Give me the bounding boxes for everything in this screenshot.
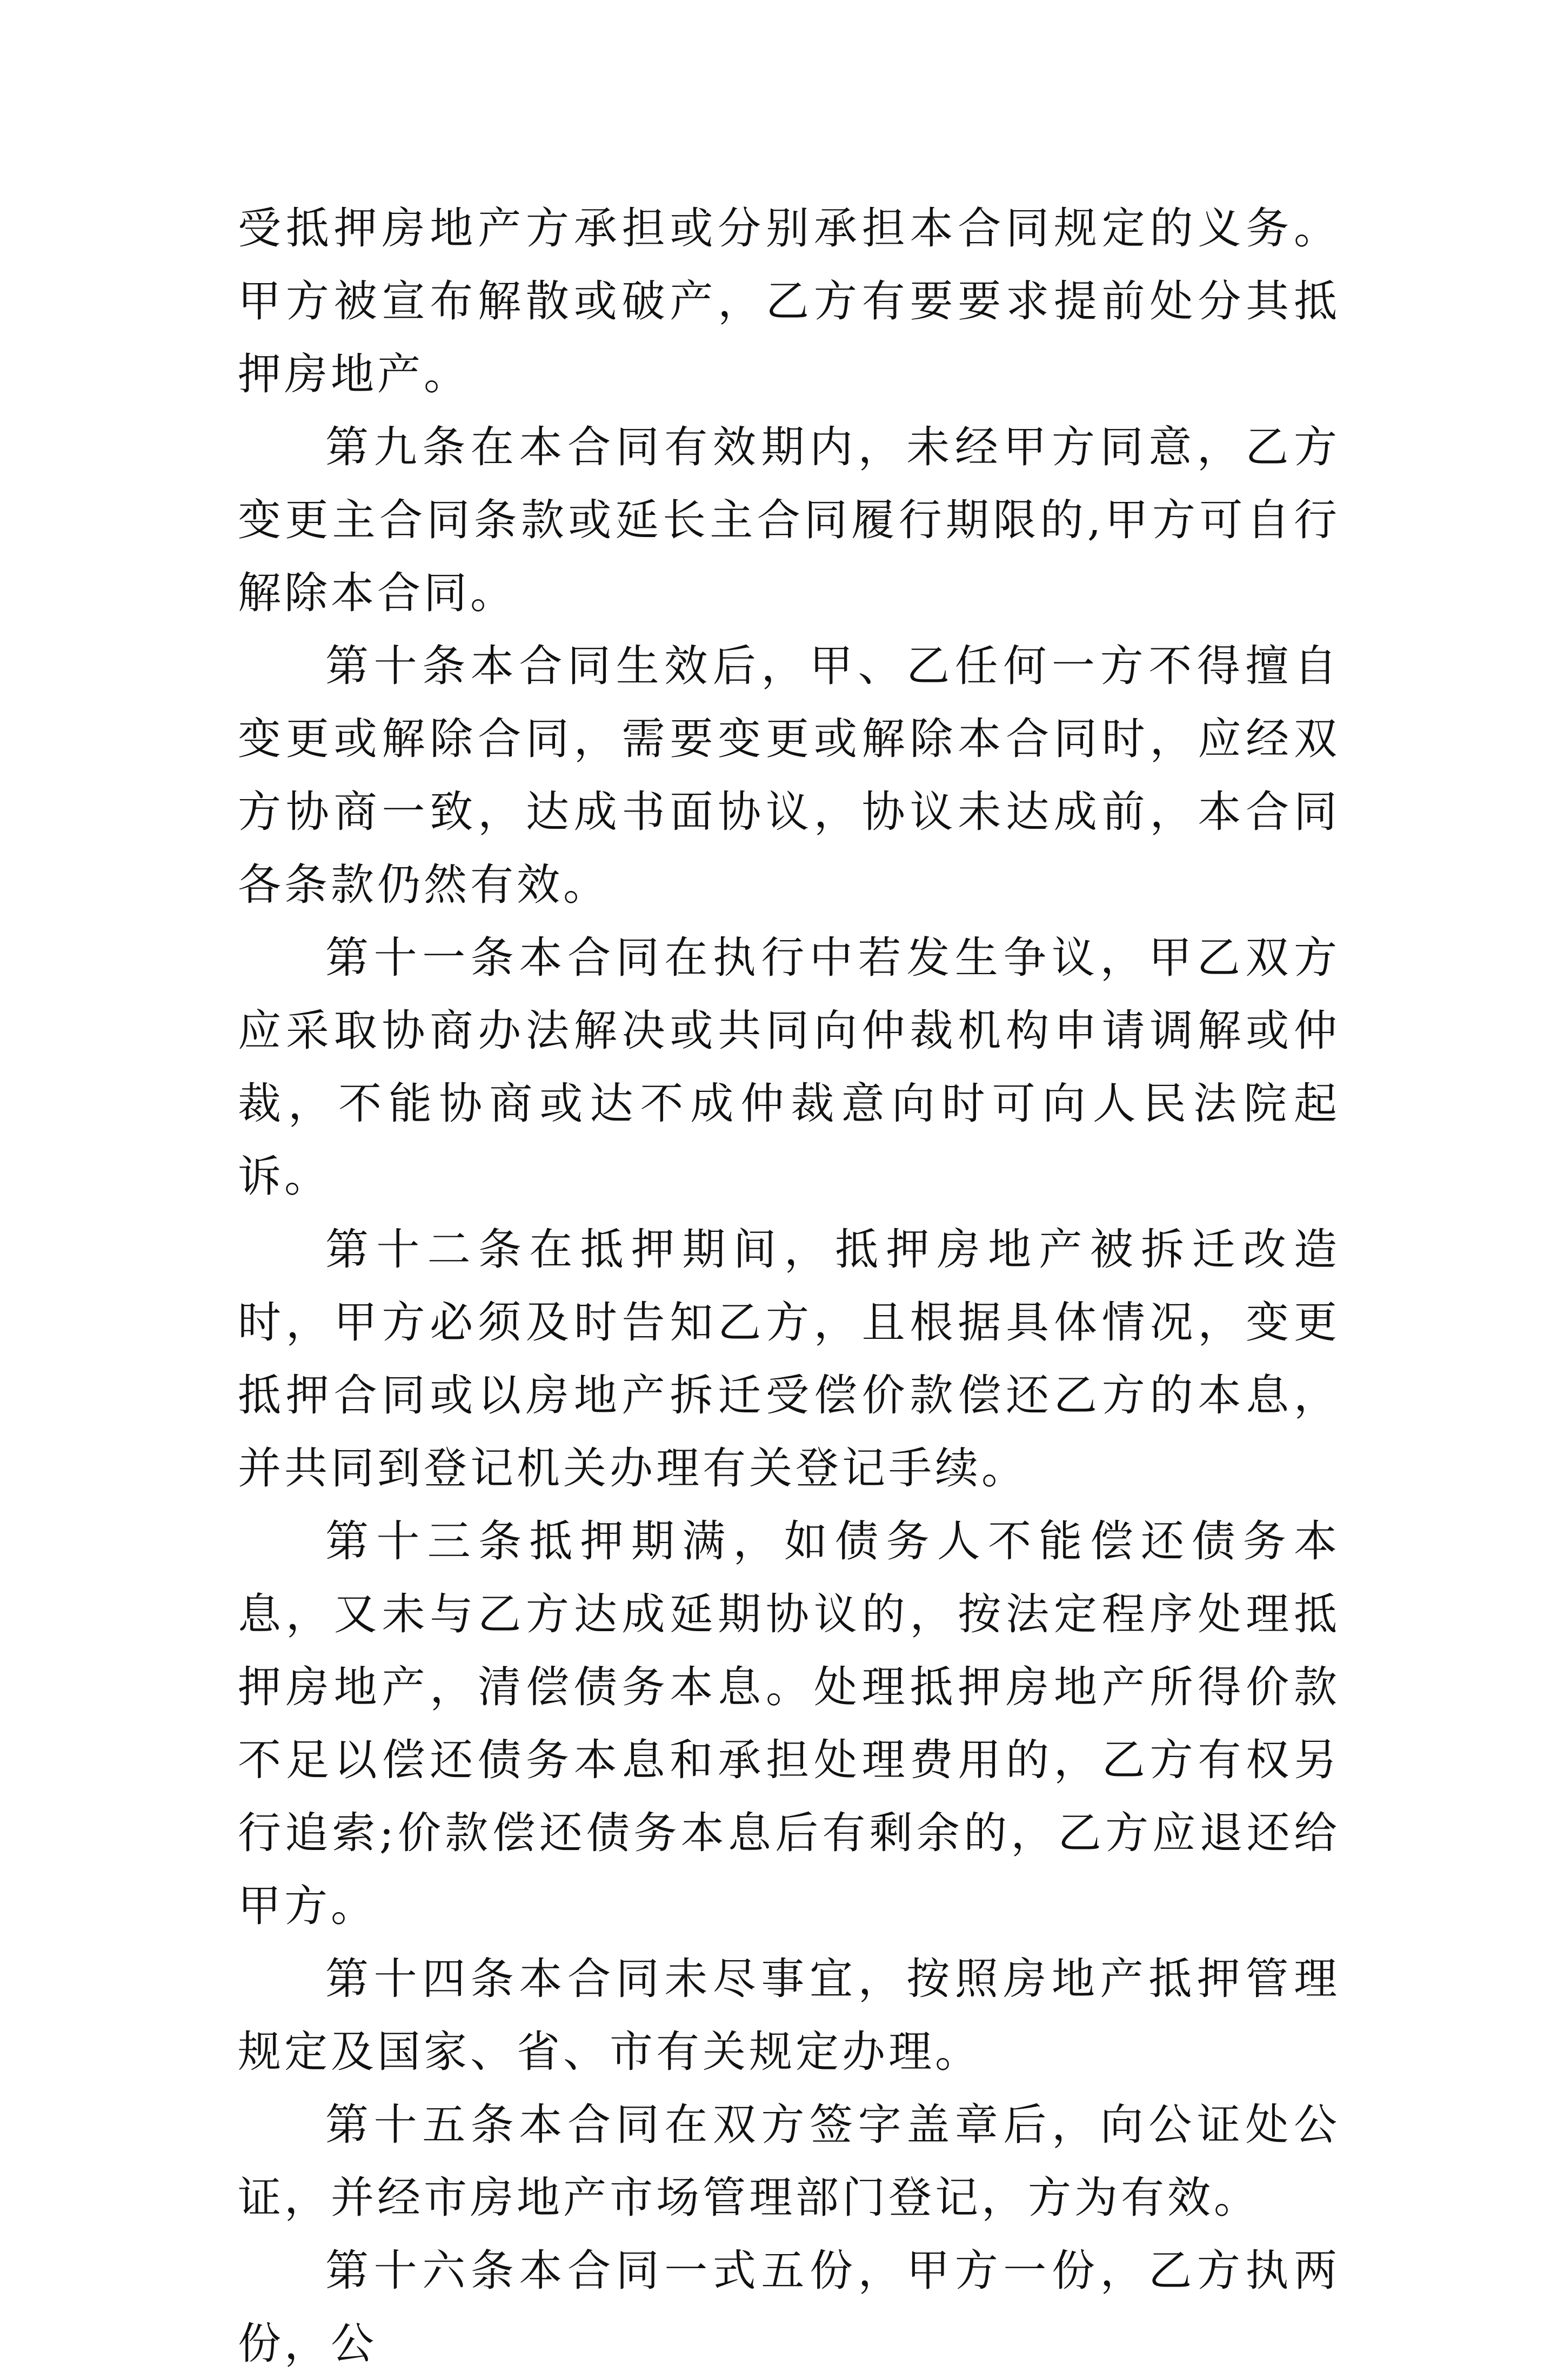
paragraph-article-12: 第十二条在抵押期间，抵押房地产被拆迁改造时，甲方必须及时告知乙方，且根据具体情况，变更抵押合同或以房地产拆迁受偿价款偿还乙方的本息，并共同到登记机关办理有关登记手续。 <box>238 1224 1340 1493</box>
paragraph-article-15: 第十五条本合同在双方签字盖章后，向公证处公证，并经市房地产市场管理部门登记，方为有效。 <box>238 2100 1340 2223</box>
paragraph-article-11: 第十一条本合同在执行中若发生争议，甲乙双方应采取协商办法解决或共同向仲裁机构申请调解或仲裁，不能协商或达不成仲裁意向时可向人民法院起诉。 <box>238 933 1340 1202</box>
paragraph-article-10: 第十条本合同生效后，甲、乙任何一方不得擅自变更或解除合同，需要变更或解除本合同时，应经双方协商一致，达成书面协议，协议未达成前，本合同各条款仍然有效。 <box>238 641 1340 910</box>
paragraph-article-13: 第十三条抵押期满，如债务人不能偿还债务本息，又未与乙方达成延期协议的，按法定程序处理抵押房地产，清偿债务本息。处理抵押房地产所得价款不足以偿还债务本息和承担处理费用的，乙方有权另行追索;价款偿还债务本息后有剩余的，乙方应退还给甲方。 <box>238 1516 1340 1931</box>
paragraph-obligations-continuation: 受抵押房地产方承担或分别承担本合同规定的义务。甲方被宣布解散或破产，乙方有要要求提前处分其抵押房地产。 <box>238 203 1340 399</box>
contract-text-body <box>238 192 1340 2380</box>
paragraph-article-9: 第九条在本合同有效期内，未经甲方同意，乙方变更主合同条款或延长主合同履行期限的,甲方可自行解除本合同。 <box>238 422 1340 618</box>
paragraph-article-14: 第十四条本合同未尽事宜，按照房地产抵押管理规定及国家、省、市有关规定办理。 <box>238 1954 1340 2077</box>
paragraph-article-16: 第十六条本合同一式五份，甲方一份，乙方执两份，公 <box>238 2245 1340 2369</box>
